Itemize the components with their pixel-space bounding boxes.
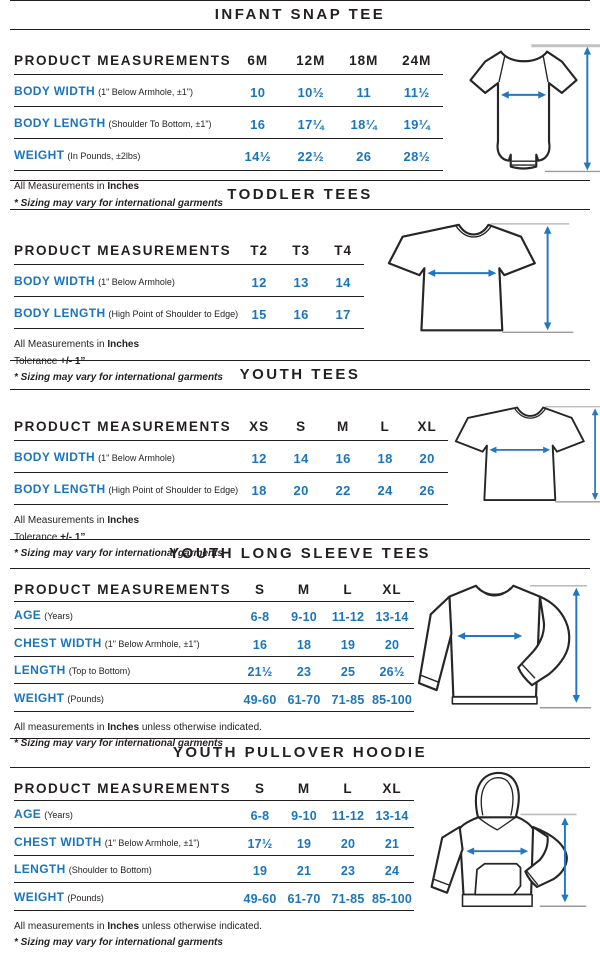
measurement-note: (In Pounds, ±2lbs) bbox=[67, 151, 141, 161]
measurement-note: (1" Below Armhole, ±1") bbox=[98, 87, 193, 97]
measurement-value: 16 bbox=[322, 441, 364, 473]
measurement-name: BODY LENGTH bbox=[14, 306, 106, 320]
long-sleeve-outline bbox=[419, 586, 569, 704]
table-row bbox=[14, 107, 443, 139]
measurement-note: (Pounds) bbox=[67, 693, 104, 704]
measurement-label-cell bbox=[14, 656, 238, 684]
measurement-value: 23 bbox=[282, 656, 326, 684]
measurement-value: 11-12 bbox=[326, 601, 370, 629]
measurement-name: AGE bbox=[14, 608, 42, 622]
measurement-note: (1" Below Armhole) bbox=[98, 453, 175, 463]
measurement-value: 12 bbox=[238, 441, 280, 473]
measurement-label-cell bbox=[14, 473, 238, 505]
measurement-value: 26½ bbox=[370, 656, 414, 684]
size-column-header: M bbox=[282, 577, 326, 601]
tee-illustration bbox=[380, 214, 592, 340]
table-row bbox=[14, 441, 448, 473]
measurement-value: 16 bbox=[231, 107, 284, 139]
size-column-header: XL bbox=[406, 412, 448, 441]
measurement-label-cell bbox=[14, 265, 238, 297]
size-column-header: 12M bbox=[284, 46, 337, 75]
table-row bbox=[14, 297, 364, 329]
measurement-note: (Years) bbox=[44, 611, 73, 621]
size-column-header: M bbox=[322, 412, 364, 441]
measurement-value: 11 bbox=[337, 75, 390, 107]
measurement-value: 9-10 bbox=[282, 800, 326, 828]
measurement-value: 19 bbox=[238, 855, 282, 883]
measurement-value: 61-70 bbox=[282, 684, 326, 712]
table-row bbox=[14, 139, 443, 171]
size-column-header: 6M bbox=[231, 46, 284, 75]
hoodie-outline bbox=[432, 773, 567, 906]
footnote-line: All measurements in Inches unless otherwise indicated. bbox=[14, 920, 262, 932]
measurement-label-cell bbox=[14, 107, 231, 139]
size-column-header: 24M bbox=[390, 46, 443, 75]
measurement-note: (Shoulder To Bottom, ±1") bbox=[108, 119, 212, 129]
table-column bbox=[14, 569, 414, 754]
measurement-value: 17 bbox=[322, 297, 364, 329]
measurement-name: CHEST WIDTH bbox=[14, 834, 102, 849]
measurement-value: 18 bbox=[282, 629, 326, 657]
garment-figure bbox=[443, 30, 600, 181]
table-column bbox=[14, 390, 448, 564]
measurement-value: 16 bbox=[238, 629, 282, 657]
table-row bbox=[14, 601, 414, 629]
body-length-arrow bbox=[592, 408, 599, 500]
table-row bbox=[14, 629, 414, 657]
table-header-row bbox=[14, 412, 448, 441]
footnote-line: * Sizing may vary for international garments bbox=[14, 548, 223, 559]
table-row bbox=[14, 75, 443, 107]
footnote-line: * Sizing may vary for international garments bbox=[14, 197, 223, 209]
footnotes bbox=[14, 920, 414, 950]
measurement-name: WEIGHT bbox=[14, 690, 65, 705]
body-length-arrow bbox=[584, 47, 591, 171]
table-row bbox=[14, 800, 414, 828]
size-column-header: 18M bbox=[337, 46, 390, 75]
measurement-value: 24 bbox=[370, 855, 414, 883]
measurement-label-cell bbox=[14, 441, 238, 473]
measurement-label-cell bbox=[14, 601, 238, 629]
measurement-value: 20 bbox=[370, 629, 414, 657]
measurement-value: 10½ bbox=[284, 75, 337, 107]
measurement-value: 6-8 bbox=[238, 800, 282, 828]
size-column-header: T2 bbox=[238, 236, 280, 265]
section-title: YOUTH TEES bbox=[239, 366, 361, 383]
measurement-value: 18 bbox=[364, 441, 406, 473]
measurement-name: BODY LENGTH bbox=[14, 482, 106, 496]
measurement-note: (High Point of Shoulder to Edge) bbox=[108, 309, 239, 319]
measurement-value: 21 bbox=[370, 828, 414, 856]
table-header-label: PRODUCT MEASUREMENTS bbox=[14, 776, 238, 800]
measurement-value: 19¼ bbox=[390, 107, 443, 139]
measurement-value: 21½ bbox=[238, 656, 282, 684]
measurement-value: 14½ bbox=[231, 139, 284, 171]
hoodie-illustration bbox=[420, 770, 592, 919]
section-title: INFANT SNAP TEE bbox=[214, 6, 386, 23]
measurement-value: 24 bbox=[364, 473, 406, 505]
garment-figure bbox=[414, 569, 600, 730]
measurement-value: 28½ bbox=[390, 139, 443, 171]
garment-figure bbox=[414, 768, 600, 919]
size-column-header: S bbox=[238, 776, 282, 800]
measurement-value: 85-100 bbox=[370, 684, 414, 712]
measurement-name: AGE bbox=[14, 807, 42, 821]
measurement-value: 11½ bbox=[390, 75, 443, 107]
footnote-line: All Measurements in Inches bbox=[14, 515, 140, 526]
length-arrow bbox=[573, 588, 580, 703]
measurement-value: 20 bbox=[406, 441, 448, 473]
measurement-value: 49-60 bbox=[238, 883, 282, 911]
size-column-header: M bbox=[282, 776, 326, 800]
size-column-header: T4 bbox=[322, 236, 364, 265]
table-row bbox=[14, 473, 448, 505]
measurement-label-cell bbox=[14, 684, 238, 712]
measurement-value: 14 bbox=[322, 265, 364, 297]
measurement-value: 20 bbox=[280, 473, 322, 505]
measurement-label-cell bbox=[14, 629, 238, 657]
footnote-line: All Measurements in Inches bbox=[14, 339, 140, 350]
size-column-header: L bbox=[326, 776, 370, 800]
measurement-name: CHEST WIDTH bbox=[14, 635, 102, 650]
measurement-value: 13-14 bbox=[370, 601, 414, 629]
measurement-value: 14 bbox=[280, 441, 322, 473]
footnote-line: * Sizing may vary for international garments bbox=[14, 937, 223, 948]
footnote-line: * Sizing may vary for international garments bbox=[14, 738, 223, 749]
measurement-name: BODY WIDTH bbox=[14, 274, 96, 288]
measurement-value: 6-8 bbox=[238, 601, 282, 629]
body-length-arrow bbox=[544, 226, 551, 331]
measurement-table bbox=[14, 412, 448, 505]
footnote-line: All measurements in Inches unless otherwise indicated. bbox=[14, 721, 262, 733]
table-column bbox=[14, 210, 364, 388]
size-column-header: S bbox=[238, 577, 282, 601]
table-header-label: PRODUCT MEASUREMENTS bbox=[14, 46, 231, 75]
table-header-label: PRODUCT MEASUREMENTS bbox=[14, 412, 238, 441]
onesie-outline bbox=[471, 52, 577, 169]
measurement-name: BODY WIDTH bbox=[14, 450, 96, 464]
measurement-value: 16 bbox=[280, 297, 322, 329]
measurement-value: 12 bbox=[238, 265, 280, 297]
measurement-value: 71-85 bbox=[326, 684, 370, 712]
size-column-header: L bbox=[326, 577, 370, 601]
measurement-name: WEIGHT bbox=[14, 889, 65, 904]
table-header-row bbox=[14, 236, 364, 265]
measurement-note: (Shoulder to Bottom) bbox=[68, 865, 152, 875]
section-content bbox=[0, 768, 600, 953]
size-column-header: S bbox=[280, 412, 322, 441]
measurement-note: (1" Below Armhole, ±1") bbox=[104, 837, 200, 848]
measurement-value: 15 bbox=[238, 297, 280, 329]
table-header-row bbox=[14, 776, 414, 800]
measurement-value: 17½ bbox=[238, 828, 282, 856]
measurement-value: 85-100 bbox=[370, 883, 414, 911]
footnote-line: All Measurements in Inches bbox=[14, 181, 140, 192]
garment-figure bbox=[364, 210, 600, 340]
measurement-note: (Pounds) bbox=[67, 892, 104, 903]
measurement-name: BODY LENGTH bbox=[14, 116, 106, 130]
table-row bbox=[14, 828, 414, 856]
measurement-value: 26 bbox=[406, 473, 448, 505]
long-sleeve-tee-illustration bbox=[414, 573, 596, 730]
measurement-value: 11-12 bbox=[326, 800, 370, 828]
footnote-line: Tolerance +/- 1” bbox=[14, 531, 86, 543]
measurement-value: 23 bbox=[326, 855, 370, 883]
measurement-value: 49-60 bbox=[238, 684, 282, 712]
section-content bbox=[0, 390, 600, 564]
section-youth-long-sleeve-tees bbox=[0, 539, 600, 749]
section-title: TODDLER TEES bbox=[227, 186, 373, 203]
size-column-header: XL bbox=[370, 776, 414, 800]
measurement-note: (High Point of Shoulder to Edge) bbox=[108, 485, 239, 495]
table-header-row bbox=[14, 577, 414, 601]
measurement-value: 19 bbox=[282, 828, 326, 856]
measurement-note: (Top to Bottom) bbox=[68, 666, 131, 676]
measurement-value: 18 bbox=[238, 473, 280, 505]
section-header-band bbox=[10, 0, 590, 30]
measurement-name: WEIGHT bbox=[14, 148, 65, 162]
measurement-value: 22½ bbox=[284, 139, 337, 171]
measurement-value: 13-14 bbox=[370, 800, 414, 828]
section-title: YOUTH PULLOVER HOODIE bbox=[172, 744, 428, 761]
measurement-label-cell bbox=[14, 828, 238, 856]
tee-illustration bbox=[448, 398, 600, 509]
size-column-header: T3 bbox=[280, 236, 322, 265]
section-content bbox=[0, 569, 600, 754]
measurement-name: LENGTH bbox=[14, 862, 66, 876]
measurement-note: (Years) bbox=[44, 810, 73, 820]
table-row bbox=[14, 684, 414, 712]
section-title: YOUTH LONG SLEEVE TEES bbox=[169, 545, 431, 562]
table-header-row bbox=[14, 46, 443, 75]
measurement-table bbox=[14, 46, 443, 171]
table-header-label: PRODUCT MEASUREMENTS bbox=[14, 577, 238, 601]
measurement-label-cell bbox=[14, 297, 238, 329]
size-column-header: XS bbox=[238, 412, 280, 441]
table-row bbox=[14, 855, 414, 883]
measurement-table bbox=[14, 577, 414, 712]
measurement-label-cell bbox=[14, 800, 238, 828]
measurement-label-cell bbox=[14, 75, 231, 107]
tee-outline bbox=[456, 408, 584, 501]
measurement-name: LENGTH bbox=[14, 663, 66, 677]
tee-outline bbox=[389, 225, 535, 330]
measurement-value: 19 bbox=[326, 629, 370, 657]
kangaroo-pocket bbox=[475, 864, 520, 895]
measurement-value: 13 bbox=[280, 265, 322, 297]
table-column bbox=[14, 768, 414, 953]
measurement-value: 10 bbox=[231, 75, 284, 107]
measurement-value: 71-85 bbox=[326, 883, 370, 911]
size-column-header: L bbox=[364, 412, 406, 441]
measurement-value: 20 bbox=[326, 828, 370, 856]
measurement-table bbox=[14, 776, 414, 911]
measurement-label-cell bbox=[14, 883, 238, 911]
measurement-label-cell bbox=[14, 139, 231, 171]
measurement-value: 9-10 bbox=[282, 601, 326, 629]
measurement-value: 18¼ bbox=[337, 107, 390, 139]
measurement-value: 21 bbox=[282, 855, 326, 883]
measurement-note: (1" Below Armhole, ±1") bbox=[104, 638, 200, 649]
onesie-illustration bbox=[443, 34, 600, 181]
measurement-value: 26 bbox=[337, 139, 390, 171]
measurement-note: (1" Below Armhole) bbox=[98, 277, 175, 287]
size-column-header: XL bbox=[370, 577, 414, 601]
table-row bbox=[14, 656, 414, 684]
measurement-value: 61-70 bbox=[282, 883, 326, 911]
section-youth-pullover-hoodie bbox=[0, 738, 600, 948]
measurement-name: BODY WIDTH bbox=[14, 84, 96, 98]
table-row bbox=[14, 265, 364, 297]
table-header-label: PRODUCT MEASUREMENTS bbox=[14, 236, 238, 265]
measurement-value: 17¼ bbox=[284, 107, 337, 139]
garment-figure bbox=[448, 390, 600, 509]
measurement-value: 22 bbox=[322, 473, 364, 505]
measurement-label-cell bbox=[14, 855, 238, 883]
measurement-value: 25 bbox=[326, 656, 370, 684]
measurement-table bbox=[14, 236, 364, 329]
table-row bbox=[14, 883, 414, 911]
footnote-line: Tolerance +/- 1” bbox=[14, 355, 86, 367]
footnote-line: * Sizing may vary for international garments bbox=[14, 372, 223, 383]
